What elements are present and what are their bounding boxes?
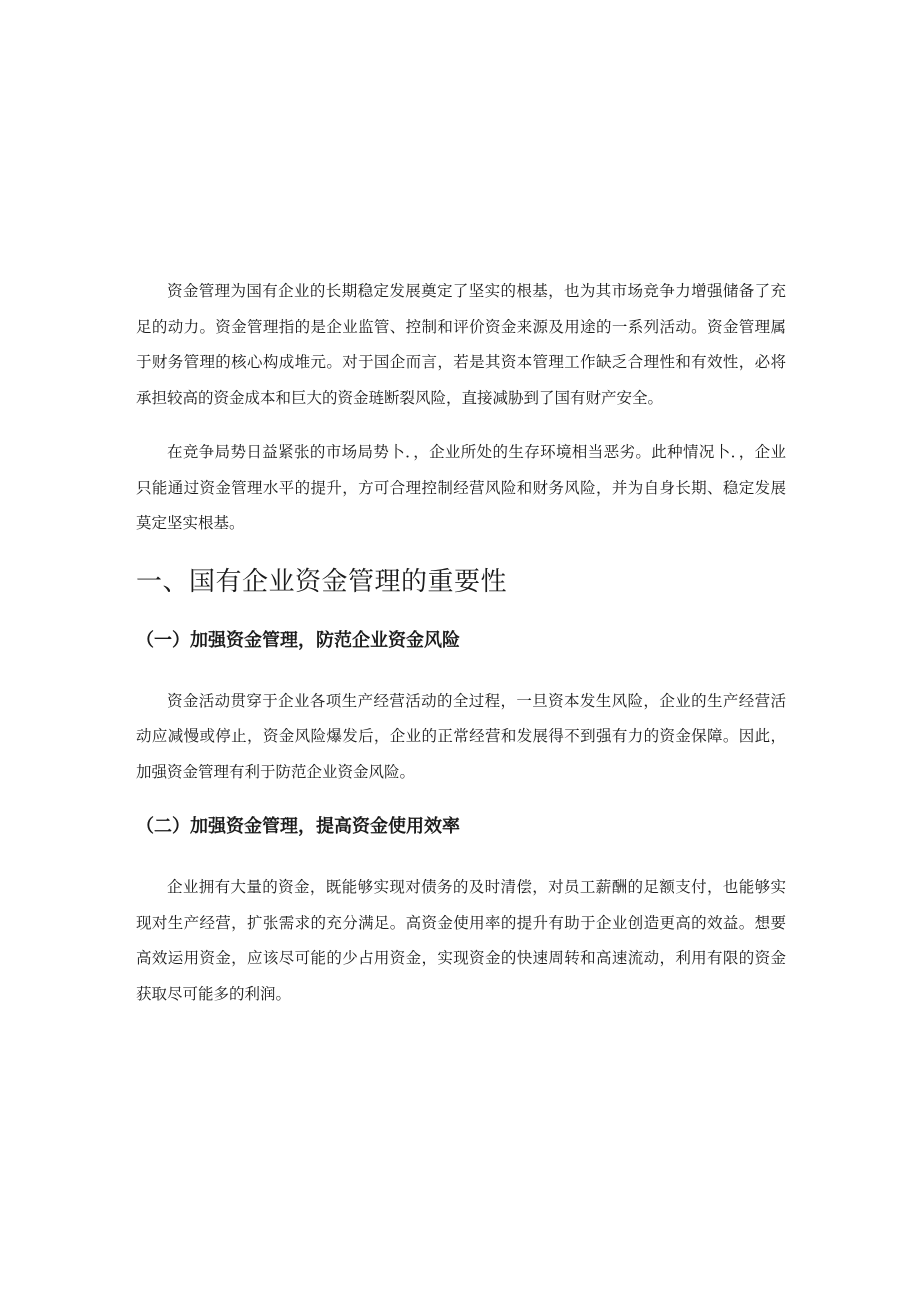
document-body [136,274,786,1012]
subsection-heading-risk: （一）加强资金管理，防范企业资金风险 [136,629,460,651]
intro-paragraph-1: 资金管理为国有企业的长期稳定发展奠定了坚实的根基，也为其市场竞争力增强储备了充足的动力。资金管理指的是企业监管、控制和评价资金来源及用途的一系列活动。资金管理属于财务管理的核心构成堆元。对于国企而言，若是其资本管理工作缺乏合理性和有效性，必将承担较高的资金成本和巨大的资金琏断裂风险，直接减胁到了国有财产安全。 [136,282,786,407]
section-heading-importance: 一、国有企业资金管理的重要性 [136,566,508,597]
intro-paragraph-2: 在竞争局势日益紧张的市场局势卜．，企业所处的生存环境相当恶劣。此种情况卜．，企业只能通过资金管理水平的提升，方可合理控制经营风险和财务风险，并为自身长期、稳定发展莫定坚实根基。 [136,443,786,532]
risk-paragraph: 资金活动贯穿于企业各项生产经营活动的全过程，一旦资本发生风险，企业的生产经营活动应减慢或停止，资金风险爆发后，企业的正常经营和发展得不到强有力的资金保障。因此，加强资金管理有利于防范企业资金风险。 [136,691,786,781]
efficiency-paragraph: 企业拥有大量的资金，既能够实现对债务的及时清偿，对员工薪酬的足额支付，也能够实现对生产经营，扩张需求的充分满足。高资金使用率的提升有助于企业创造更高的效益。想要高效运用资金，应该尽可能的少占用资金，实现资金的快速周转和高速流动，利用有限的资金获取尽可能多的利润。 [136,878,786,1003]
subsection-heading-efficiency: （二）加强资金管理，提高资金使用效率 [136,816,460,837]
